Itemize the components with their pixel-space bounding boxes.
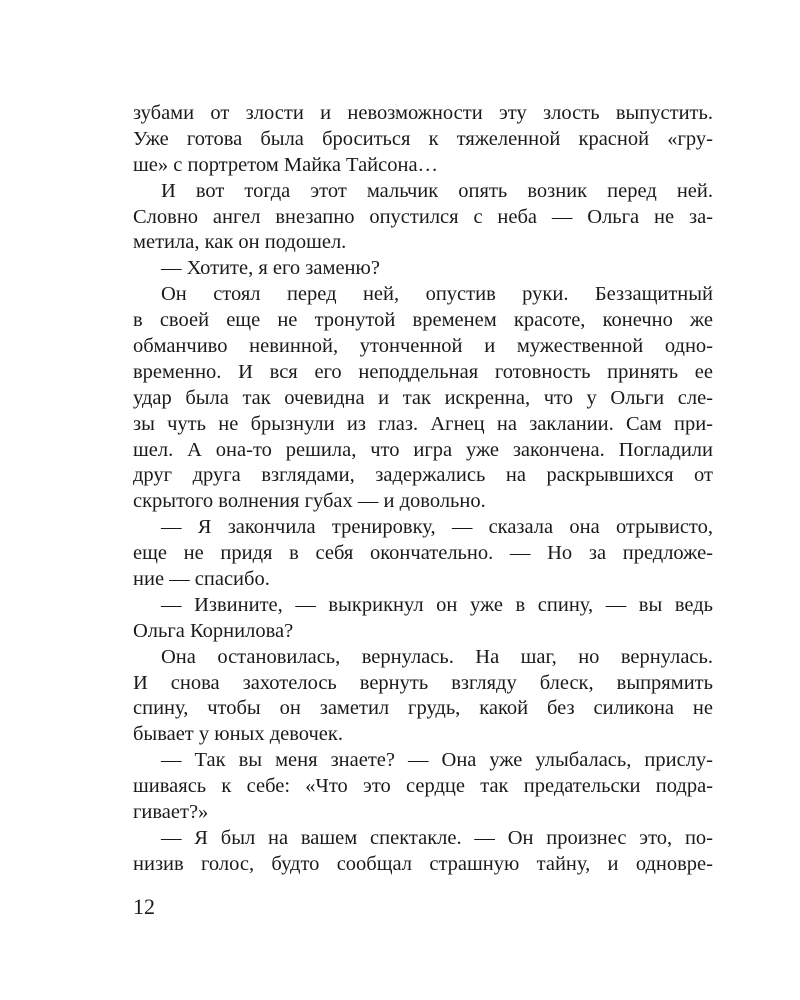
- text-line: друг друга взглядами, задержались на раскрывшихся от: [133, 464, 713, 487]
- text-line: шел. А она-то решила, что игра уже закончена. Погладили: [133, 438, 713, 461]
- text-line: метила, как он подошел.: [133, 231, 347, 254]
- text-line: ше» с портретом Майка Тайсона…: [133, 153, 439, 176]
- text-line: в своей еще не тронутой временем красоте, конечно же: [133, 309, 713, 332]
- text-line: — Хотите, я его заменю?: [161, 257, 380, 280]
- text-line: И вот тогда этот мальчик опять возник перед ней.: [161, 179, 713, 202]
- text-line: низив голос, будто сообщал страшную тайну, и одновре-: [133, 852, 713, 875]
- text-line: гивает?»: [133, 801, 209, 824]
- text-line: — Я закончила тренировку, — сказала она отрывисто,: [161, 516, 713, 539]
- text-line: — Так вы меня знаете? — Она уже улыбалась, прислу-: [161, 749, 713, 772]
- text-line: шиваясь к себе: «Что это сердце так предательски подра-: [133, 775, 713, 798]
- text-line: обманчиво невинной, утонченной и мужественной одно-: [133, 335, 713, 358]
- text-line: Уже готова была броситься к тяжеленной красной «гру-: [133, 127, 713, 150]
- text-line: зубами от злости и невозможности эту злость выпустить.: [133, 102, 713, 124]
- text-line: — Извините, — выкрикнул он уже в спину, — вы ведь: [161, 593, 713, 616]
- page-body: [133, 101, 713, 878]
- text-line: еще не придя в себя окончательно. — Но за предложе-: [133, 542, 713, 565]
- text-line: спину, чтобы он заметил грудь, какой без силикона не: [133, 697, 713, 720]
- text-line: Он стоял перед ней, опустив руки. Беззащитный: [161, 283, 713, 306]
- text-line: ние — спасибо.: [133, 568, 270, 591]
- page-number: 12: [133, 894, 155, 919]
- text-line: Ольга Корнилова?: [133, 619, 294, 642]
- text-line: удар была так очевидна и так искренна, что у Ольги сле-: [133, 386, 713, 409]
- text-line: И снова захотелось вернуть взгляду блеск, выпрямить: [133, 671, 713, 694]
- text-line: Она остановилась, вернулась. На шаг, но вернулась.: [161, 645, 713, 668]
- text-line: временно. И вся его неподдельная готовность принять ее: [133, 360, 713, 383]
- text-line: бывает у юных девочек.: [133, 723, 343, 746]
- text-line: зы чуть не брызнули из глаз. Агнец на заклании. Сам при-: [133, 412, 713, 435]
- text-line: Словно ангел внезапно опустился с неба — Ольга не за-: [133, 205, 713, 228]
- text-line: — Я был на вашем спектакле. — Он произнес это, по-: [161, 826, 713, 849]
- text-line: скрытого волнения губах — и довольно.: [133, 490, 486, 513]
